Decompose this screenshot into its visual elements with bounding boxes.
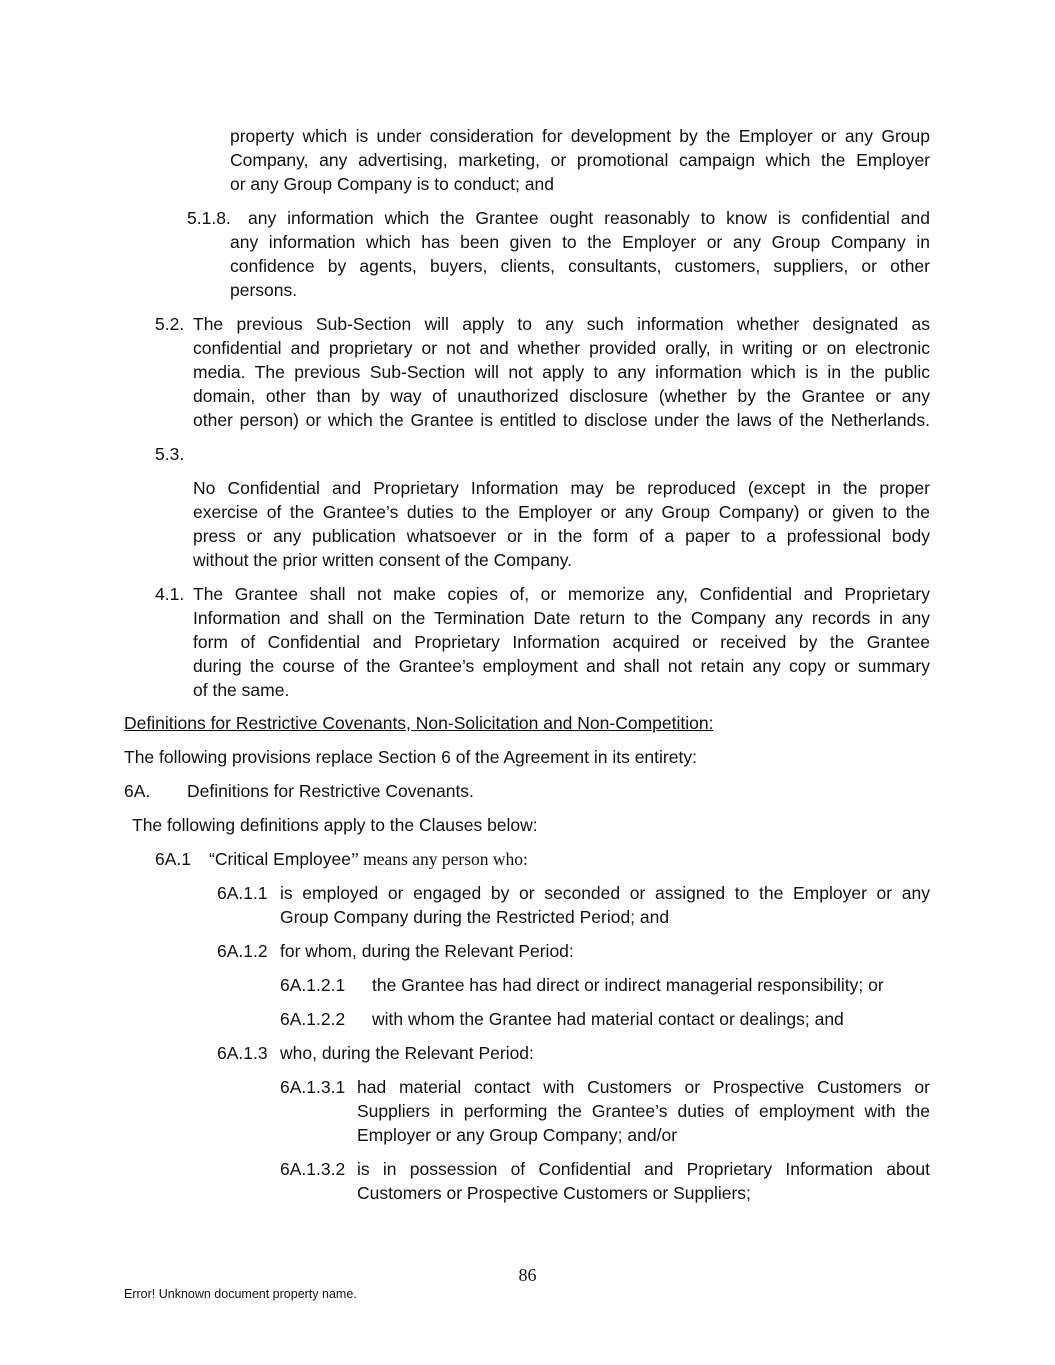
paragraph-line: any information which the Grantee ought reasonably to know is confidential and [248, 208, 930, 228]
replace-note: The following provisions replace Section 6 of the Agreement in its entirety: [124, 747, 697, 767]
section-number-6a-1: 6A.1 [155, 849, 191, 869]
paragraph-line: other person) or which the Grantee is entitled to disclose under the laws of the Netherlands. [193, 410, 930, 430]
definitions-intro: The following definitions apply to the Clauses below: [132, 815, 538, 835]
footer-text: Error! Unknown document property name. [124, 1287, 357, 1301]
paragraph-line: The previous Sub-Section will apply to any such information whether designated as [193, 314, 930, 334]
section-number-5-3: 5.3. [155, 444, 185, 464]
paragraph-line: Customers or Prospective Customers or Suppliers; [357, 1183, 751, 1203]
paragraph-line: confidence by agents, buyers, clients, consultants, customers, suppliers, or other [230, 256, 930, 276]
section-number-5-1-8: 5.1.8. [187, 208, 231, 228]
section-title-6a: Definitions for Restrictive Covenants. [187, 781, 474, 801]
section-number-6a-1-2: 6A.1.2 [217, 941, 268, 961]
section-number-6a-1-3: 6A.1.3 [217, 1043, 268, 1063]
page-number: 86 [518, 1265, 537, 1285]
paragraph-line: property which is under consideration for development by the Employer or any Group [230, 126, 930, 146]
paragraph-line: who, during the Relevant Period: [280, 1043, 534, 1063]
section-number-6a-1-3-2: 6A.1.3.2 [280, 1159, 346, 1179]
section-number-6a-1-1: 6A.1.1 [217, 883, 268, 903]
paragraph-line: Information and shall on the Termination Date return to the Company any records in any [193, 608, 930, 628]
paragraph-line: is employed or engaged by or seconded or assigned to the Employer or any [280, 883, 930, 903]
paragraph-line: exercise of the Grantee’s duties to the Employer or any Group Company) or given to the [193, 502, 930, 522]
paragraph-line: during the course of the Grantee’s employment and shall not retain any copy or summary [193, 656, 930, 676]
paragraph-line: media. The previous Sub-Section will not apply to any information which is in the public [193, 362, 930, 382]
paragraph-line: press or any publication whatsoever or in the form of a paper to a professional body [193, 526, 930, 546]
paragraph-line: The Grantee shall not make copies of, or memorize any, Confidential and Proprietary [193, 584, 930, 604]
paragraph-line: with whom the Grantee had material contact or dealings; and [372, 1009, 844, 1029]
section-number-4-1: 4.1. [155, 584, 185, 604]
paragraph-line: Employer or any Group Company; and/or [357, 1125, 678, 1145]
paragraph-line: Suppliers in performing the Grantee’s duties of employment with the [357, 1101, 930, 1121]
section-number-6a-1-3-1: 6A.1.3.1 [280, 1077, 346, 1097]
paragraph-line: the Grantee has had direct or indirect managerial responsibility; or [372, 975, 884, 995]
paragraph-line: Company, any advertising, marketing, or promotional campaign which the Employer [230, 150, 930, 170]
paragraph-line: or any Group Company is to conduct; and [230, 174, 554, 194]
section-number-6a: 6A. [124, 781, 151, 801]
paragraph-line: confidential and proprietary or not and whether provided orally, in writing or on electronic [193, 338, 930, 358]
paragraph-line: Group Company during the Restricted Period; and [280, 907, 670, 927]
paragraph-line: of the same. [193, 680, 290, 700]
definitions-heading: Definitions for Restrictive Covenants, Non-Solicitation and Non-Competition: [124, 713, 714, 733]
paragraph-line: domain, other than by way of unauthorized disclosure (whether by the Grantee or any [193, 386, 930, 406]
paragraph-line: persons. [230, 280, 298, 300]
definition-term [209, 847, 528, 871]
paragraph-line: form of Confidential and Proprietary Information acquired or received by the Grantee [193, 632, 930, 652]
paragraph-line: is in possession of Confidential and Proprietary Information about [357, 1159, 930, 1179]
paragraph-line: for whom, during the Relevant Period: [280, 941, 574, 961]
paragraph-line: had material contact with Customers or Prospective Customers or [357, 1077, 930, 1097]
definition-text: ” means any person who: [350, 849, 528, 869]
paragraph-line: any information which has been given to the Employer or any Group Company in [230, 232, 930, 252]
section-number-5-2: 5.2. [155, 314, 185, 334]
paragraph-line: without the prior written consent of the Company. [193, 550, 573, 570]
section-number-6a-1-2-1: 6A.1.2.1 [280, 975, 346, 995]
paragraph-line: No Confidential and Proprietary Information may be reproduced (except in the proper [193, 478, 930, 498]
section-number-6a-1-2-2: 6A.1.2.2 [280, 1009, 346, 1029]
critical-employee-term: “Critical Employee [209, 849, 351, 869]
